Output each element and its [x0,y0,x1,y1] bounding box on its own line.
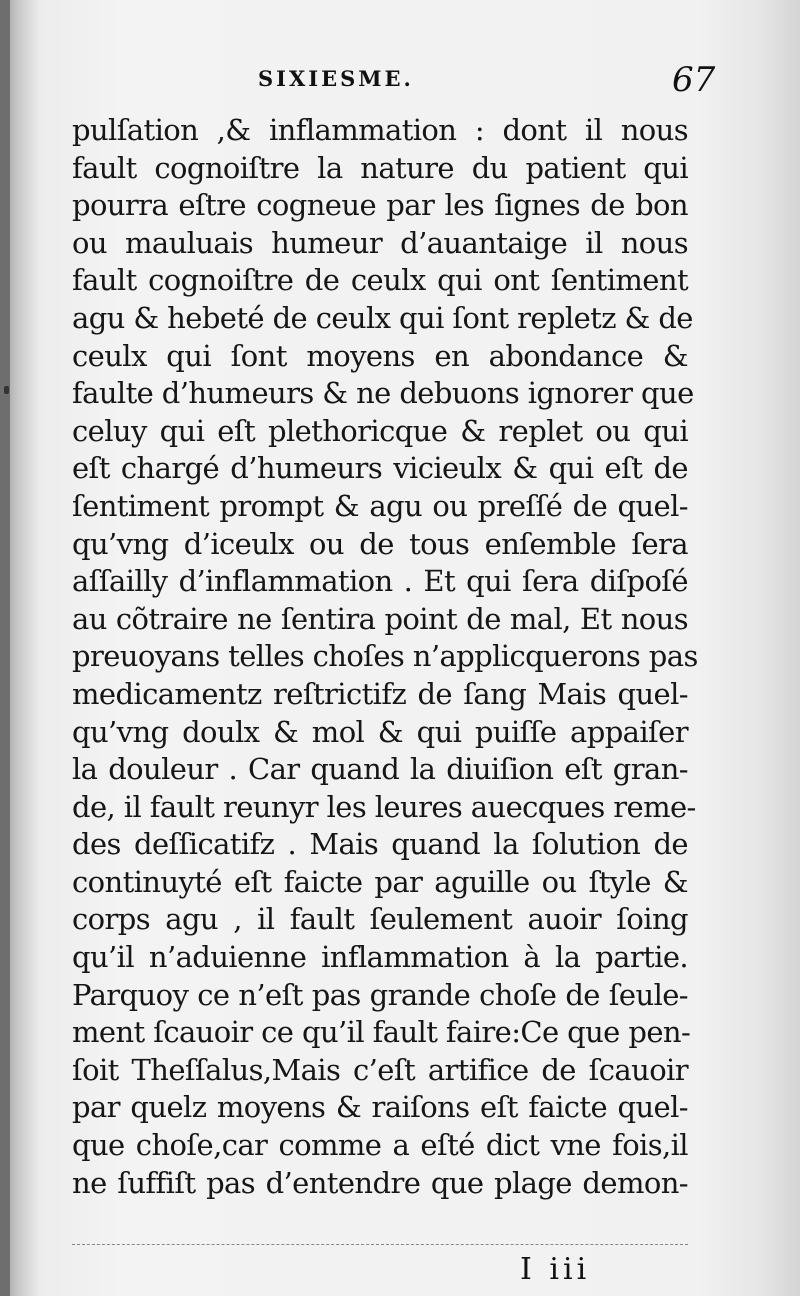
text-line: par quelz moyens & raiſons eſt faicte quel- [72,1090,688,1125]
page-edge [0,0,10,1296]
text-line: ſoit Theſſalus,Mais c’eſt artifice de ſcauoir [72,1052,688,1087]
text-line: aſſailly d’inflammation . Et qui ſera diſpoſé [72,564,688,599]
margin-mark [4,386,9,394]
signature-mark: I iii [520,1252,591,1287]
text-line: ceulx qui ſont moyens en abondance & [72,338,688,373]
text-line: qu’vng d’iceulx ou de tous enſemble ſera [72,526,688,561]
text-line: preuoyans telles choſes n’applicquerons pas [72,639,698,674]
bottom-rule [72,1244,688,1245]
text-line: des deſſicatifz . Mais quand la ſolution de [72,827,688,862]
text-line: continuyté eſt faicte par aguille ou ſtyle & [72,864,688,899]
text-line: fault cognoiſtre de ceulx qui ont ſentiment [72,263,688,298]
text-line: qu’vng doulx & mol & qui puiſſe appaiſer [72,714,688,749]
running-title: SIXIESME. [258,66,414,91]
text-line: agu & hebeté de ceulx qui ſont repletz & de [72,300,693,335]
text-line: ou mauluais humeur d’auantaige il nous [72,225,688,260]
text-line: celuy qui eſt plethoricque & replet ou qui [72,413,688,448]
text-line: la douleur . Car quand la diuiſion eſt gran- [72,752,688,787]
text-line: faulte d’humeurs & ne debuons ignorer que [72,376,694,411]
text-line: Parquoy ce n’eſt pas grande choſe de ſeule- [72,977,688,1012]
text-line: qu’il n’aduienne inflammation à la partie. [72,940,688,975]
text-line: de, il fault reunyr les leures auecques reme- [72,789,696,824]
text-line: corps agu , il fault ſeulement auoir ſoing [72,902,688,937]
body-text [72,112,698,1202]
text-line: pourra eſtre cogneue par les ſignes de bon [72,188,688,223]
text-line: eſt chargé d’humeurs vicieulx & qui eſt de [72,451,688,486]
running-head [0,60,800,106]
text-line: fault cognoiſtre la nature du patient qui [72,150,688,185]
text-line: ne ſuffiſt pas d’entendre que plage demon- [72,1165,688,1200]
text-line: ſentiment prompt & agu ou preſſé de quel- [72,488,688,523]
text-line: au cõtraire ne ſentira point de mal, Et nous [72,601,688,636]
text-line: medicamentz reſtrictifz de ſang Mais quel- [72,676,688,711]
text-line: ment ſcauoir ce qu’il fault faire:Ce que pen- [72,1015,691,1050]
page-number: 67 [672,60,716,100]
text-line: que choſe,car comme a eſté dict vne fois,il [72,1128,688,1163]
text-line: pulſation ,& inflammation : dont il nous [72,113,688,147]
